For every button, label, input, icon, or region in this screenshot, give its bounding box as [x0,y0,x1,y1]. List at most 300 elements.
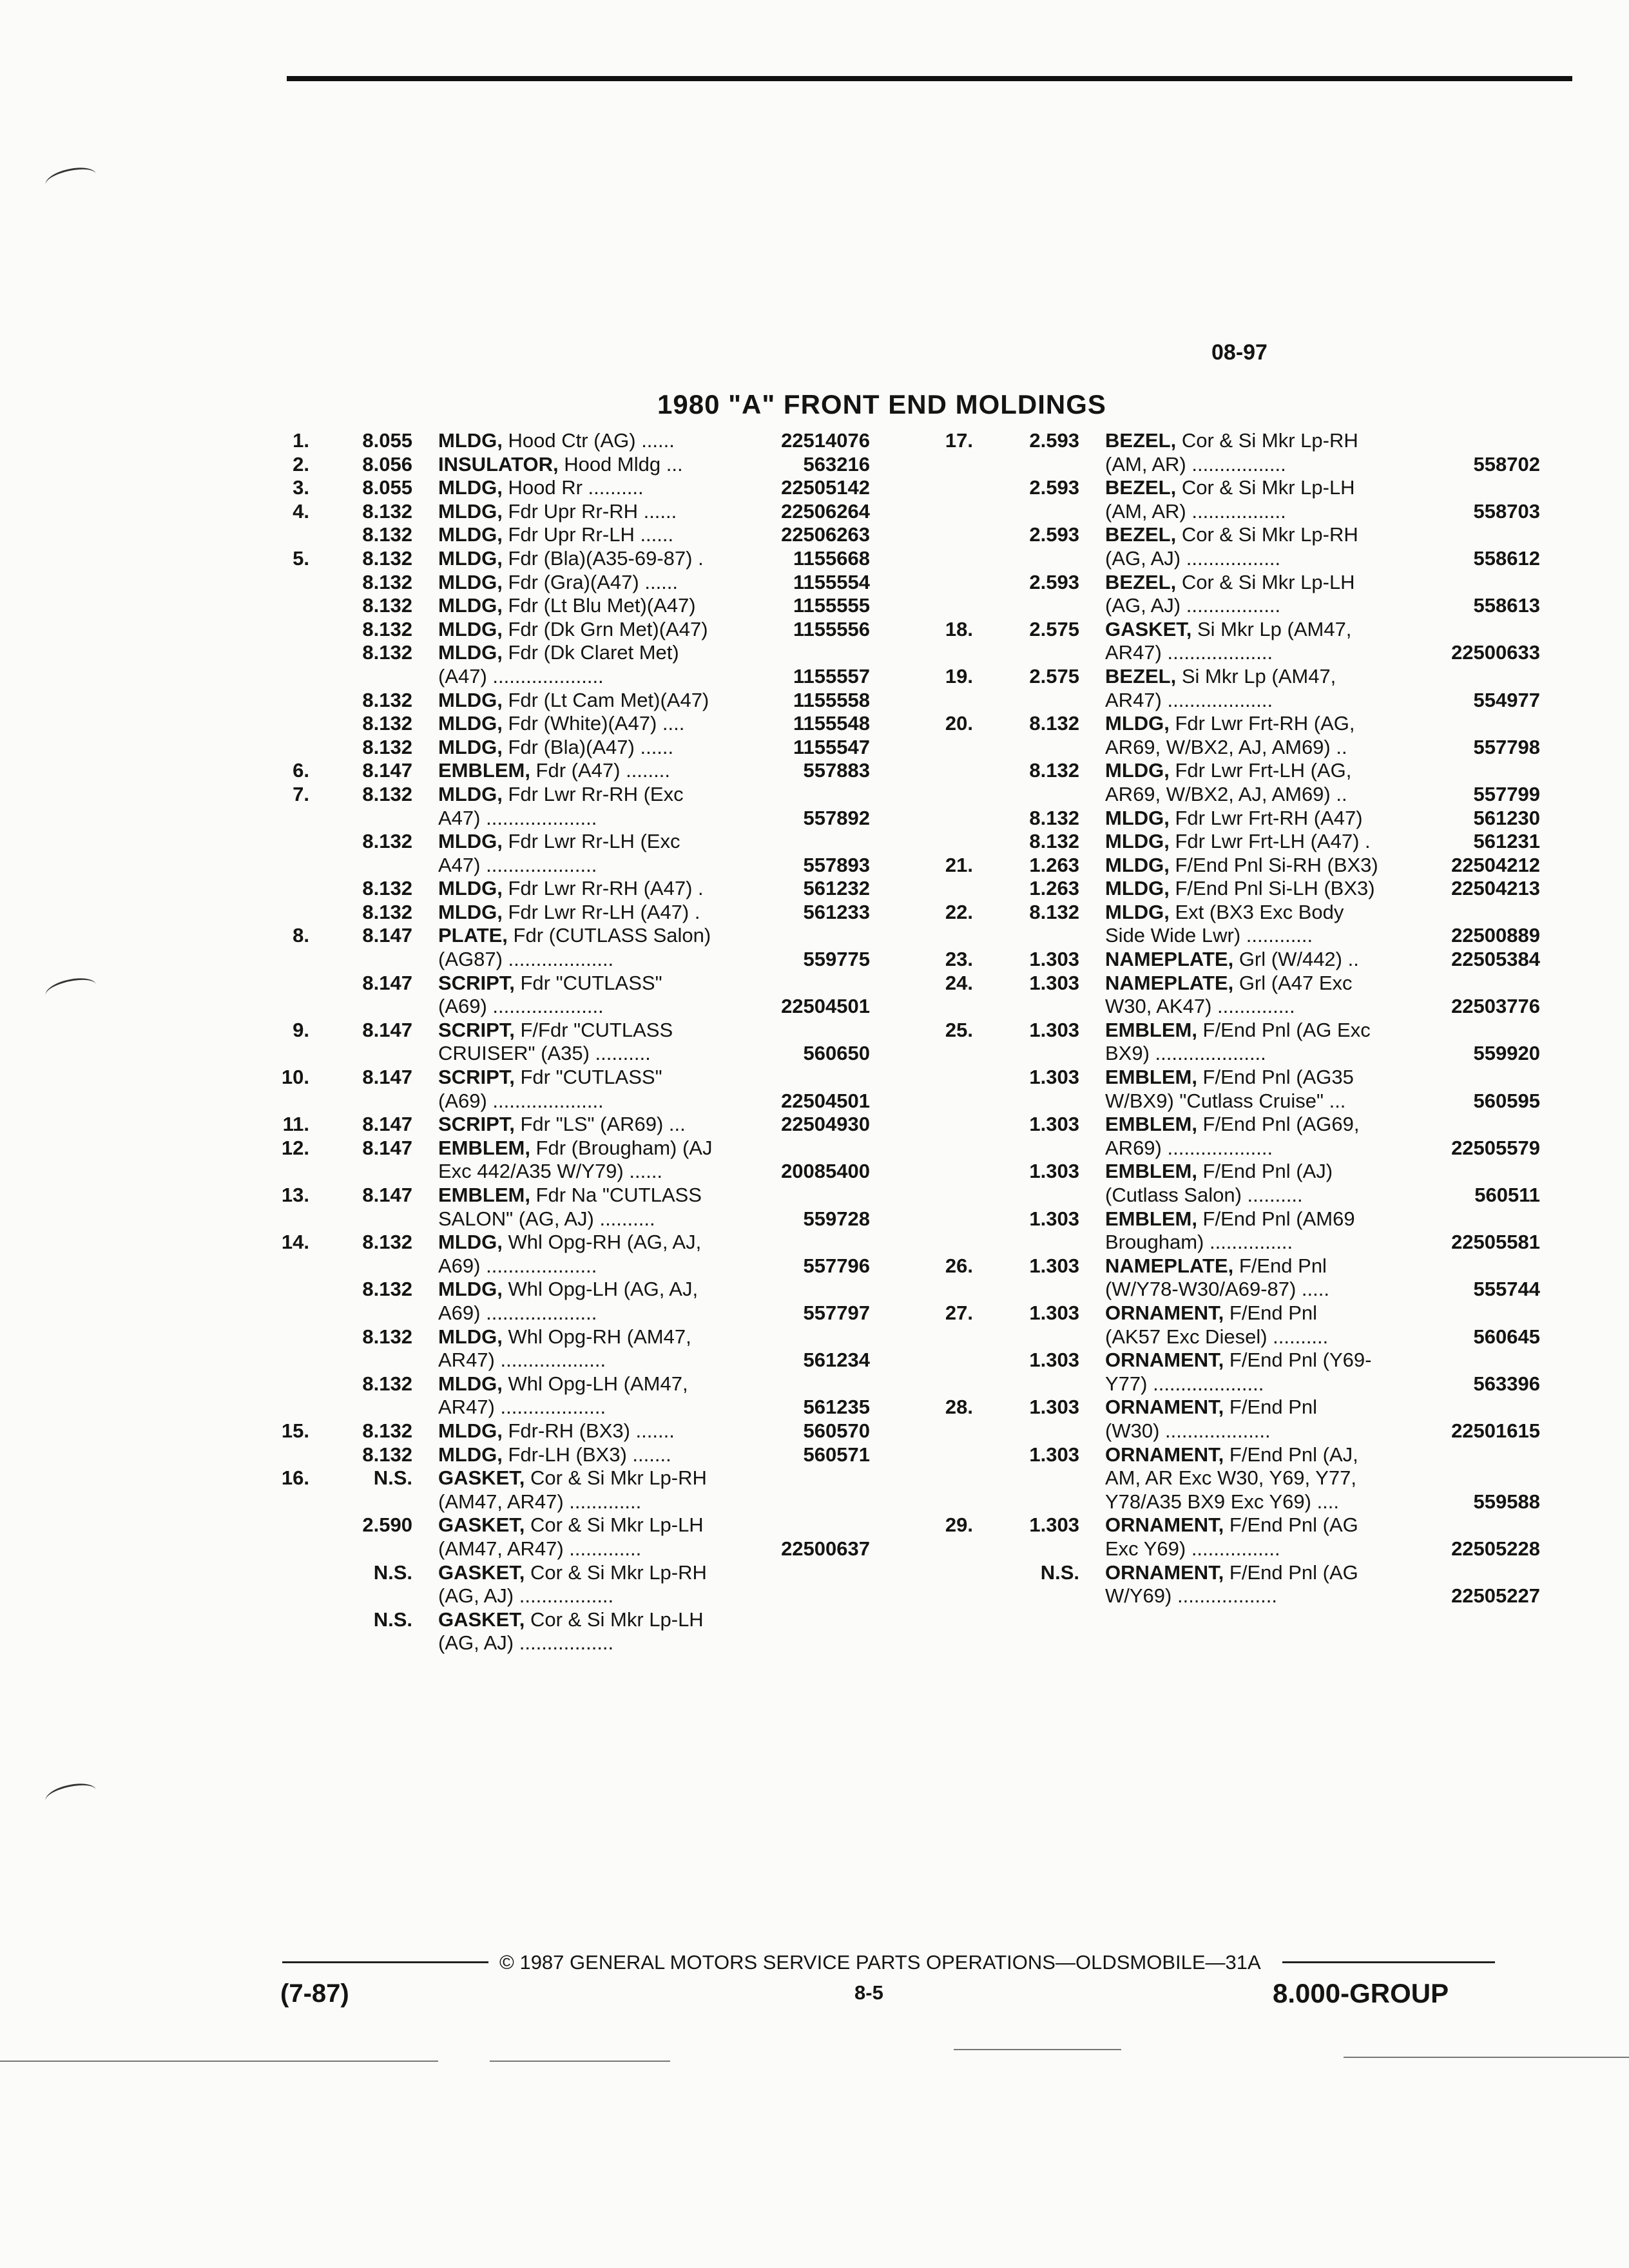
part-description [438,523,673,547]
part-description [438,759,670,783]
part-detail: Fdr "CUTLASS" [514,1066,662,1089]
item-number: 4. [293,499,309,523]
part-description [1105,547,1280,571]
part-description [1105,1160,1333,1184]
part-description [1105,1066,1354,1090]
part-name: MLDG, [438,877,503,900]
parts-row [264,665,870,689]
part-detail: AR47) ................... [1105,641,1273,664]
parts-row [264,736,870,760]
part-detail: Fdr Lwr Frt-RH (AG, [1169,712,1355,735]
part-name: MLDG, [438,735,503,758]
part-description [438,1466,707,1490]
footer-rule-right [1282,1961,1495,1963]
part-detail: F/End Pnl Si-LH (BX3) [1169,877,1375,900]
part-description [438,995,604,1019]
parts-row [921,547,1540,571]
part-description [438,1066,662,1090]
item-number: 27. [945,1301,973,1324]
part-description [1105,1490,1339,1514]
part-number: 1155548 [793,712,870,735]
item-number: 25. [945,1018,973,1041]
parts-row [264,618,870,642]
group-number: 8.132 [362,617,412,640]
part-description [438,1443,671,1467]
group-number: 1.303 [1029,948,1079,971]
page-number: 8-5 [854,1981,883,2004]
part-detail: F/End Pnl (AG Exc [1197,1018,1371,1041]
part-description [438,877,704,901]
group-number: 8.132 [362,594,412,617]
part-name: MLDG, [1105,712,1170,735]
parts-row [921,1349,1540,1372]
part-detail: (AG, AJ) ................. [438,1584,614,1608]
parts-row [921,523,1540,547]
part-detail: Y77) .................... [1105,1372,1264,1395]
parts-row [264,1254,870,1278]
group-number: N.S. [373,1466,412,1490]
part-number: 22504930 [781,1113,870,1136]
part-detail: (AG, AJ) ................. [1105,546,1281,570]
parts-row [921,618,1540,642]
part-name: MLDG, [438,782,503,805]
parts-row [264,854,870,878]
group-number: 8.056 [362,452,412,476]
part-detail: Fdr Lwr Frt-LH (A47) . [1169,830,1371,853]
part-description [1105,594,1280,618]
part-description [1105,924,1313,948]
parts-row [264,429,870,453]
part-detail: Fdr (CUTLASS Salon) [507,924,711,947]
parts-row [921,1160,1540,1184]
part-number: 558612 [1473,546,1540,570]
part-description [1105,1042,1266,1066]
part-detail: Cor & Si Mkr Lp-RH [1176,523,1358,546]
group-number: 2.593 [1029,476,1079,499]
group-number: 8.132 [362,1372,412,1395]
part-name: BEZEL, [1105,570,1177,593]
part-number: 561235 [803,1396,870,1419]
part-description [438,1207,655,1231]
part-number: 559728 [803,1207,870,1230]
item-number: 13. [281,1184,309,1206]
parts-row [264,995,870,1019]
group-number: 1.263 [1029,853,1079,876]
parts-row [264,1066,870,1090]
parts-row [264,453,870,477]
part-name: INSULATOR, [438,452,559,476]
parts-row [264,1231,870,1254]
item-number: 11. [282,1113,309,1136]
part-detail: Fdr-RH (BX3) ....... [502,1419,675,1442]
part-number: 557798 [1473,735,1540,758]
part-description [1105,1561,1358,1585]
part-description [438,1631,613,1655]
part-name: EMBLEM, [438,1136,530,1159]
part-detail: Cor & Si Mkr Lp-LH [525,1608,704,1631]
parts-row [921,759,1540,783]
part-name: MLDG, [438,1325,503,1348]
parts-row [921,1278,1540,1302]
part-detail: W/Y69) .................. [1105,1584,1277,1608]
part-description [1105,1537,1280,1561]
part-description [1105,877,1375,901]
parts-row [921,1419,1540,1443]
part-detail: Whl Opg-LH (AM47, [502,1372,688,1395]
part-number: 554977 [1473,688,1540,711]
item-number: 23. [945,948,973,971]
group-number: 8.147 [362,1184,412,1206]
part-description [438,1042,651,1066]
part-number: 22500633 [1451,641,1540,664]
part-detail: Brougham) ............... [1105,1231,1293,1254]
item-number: 16. [281,1466,309,1490]
parts-row [921,1184,1540,1207]
page-title: 1980 "A" FRONT END MOLDINGS [657,389,1106,419]
part-detail: A69) .................... [438,1301,597,1324]
part-name: MLDG, [1105,877,1170,900]
parts-row [921,1302,1540,1325]
part-detail: W30, AK47) .............. [1105,995,1295,1018]
part-number: 560511 [1474,1184,1540,1206]
parts-row [264,1113,870,1137]
part-detail: Fdr "CUTLASS" [514,971,662,994]
parts-row [264,1372,870,1396]
part-description [438,1090,604,1113]
part-name: MLDG, [438,523,503,546]
parts-row [921,1066,1540,1090]
part-description [1105,1090,1345,1113]
part-name: ORNAMENT, [1105,1561,1224,1584]
part-number: 22506263 [781,523,870,546]
part-name: MLDG, [1105,759,1170,782]
part-description [438,476,644,500]
part-detail: (AG, AJ) ................. [1105,594,1281,617]
part-detail: Whl Opg-RH (AM47, [502,1325,691,1348]
group-number: 2.593 [1029,570,1079,593]
margin-mark [43,974,98,1006]
parts-row [921,1443,1540,1467]
part-detail: (AG87) ................... [438,948,614,971]
part-detail: (Cutlass Salon) .......... [1105,1184,1303,1206]
part-description [1105,1254,1327,1278]
part-detail: Fdr "LS" (AR69) ... [514,1113,686,1136]
parts-row [921,689,1540,713]
part-description [438,1349,606,1372]
part-description [438,618,708,642]
part-name: MLDG, [438,594,503,617]
copyright-text: © 1987 GENERAL MOTORS SERVICE PARTS OPERATIONS—OLDSMOBILE—31A [499,1951,1261,1974]
part-detail: Fdr (Bla)(A35-69-87) . [502,546,704,570]
parts-row [264,1090,870,1113]
part-detail: AR69) ................... [1105,1136,1273,1159]
part-name: ORNAMENT, [1105,1349,1224,1372]
part-detail: Cor & Si Mkr Lp-LH [1176,476,1355,499]
parts-row [264,571,870,595]
parts-row [921,854,1540,878]
parts-row [264,948,870,972]
part-detail: Grl (W/442) .. [1233,948,1359,971]
group-number: 2.593 [1029,523,1079,546]
part-detail: AR47) ................... [438,1396,606,1419]
part-description [438,1396,606,1419]
part-number: 557883 [803,759,870,782]
group-number: 8.132 [362,1325,412,1348]
parts-row [264,500,870,524]
part-number: 22505227 [1451,1584,1540,1608]
part-number: 561234 [803,1349,870,1372]
part-description [438,1325,691,1349]
margin-mark [43,164,98,195]
part-name: GASKET, [438,1608,525,1631]
part-description [438,1514,704,1537]
parts-row [264,877,870,901]
part-detail: F/End Pnl (AG [1224,1561,1358,1584]
margin-mark [43,1780,98,1811]
part-description [438,830,680,854]
part-detail: Fdr (A47) ........ [530,759,670,782]
part-name: MLDG, [438,900,503,923]
part-number: 558613 [1473,594,1540,617]
part-name: MLDG, [1105,853,1170,876]
part-name: EMBLEM, [438,759,530,782]
parts-row [921,948,1540,972]
part-number: 22500889 [1451,924,1540,947]
group-number: 8.132 [362,1419,412,1442]
part-name: MLDG, [438,1443,503,1466]
part-name: BEZEL, [1105,476,1177,499]
part-detail: (AM47, AR47) ............. [438,1537,642,1560]
group-number: 2.590 [362,1514,412,1537]
group-number: 8.147 [362,759,412,782]
part-detail: Cor & Si Mkr Lp-LH [1176,570,1355,593]
part-name: BEZEL, [1105,523,1177,546]
parts-row [921,1042,1540,1066]
part-detail: Fdr (Dk Grn Met)(A47) [502,617,708,640]
parts-row [921,1090,1540,1113]
part-description [1105,807,1363,831]
part-description [438,665,604,689]
part-number: 557799 [1473,782,1540,805]
parts-row [264,901,870,925]
part-number: 22505228 [1451,1537,1540,1560]
part-description [438,1254,597,1278]
part-name: EMBLEM, [438,1184,530,1206]
part-number: 558702 [1473,452,1540,476]
part-detail: (A47) .................... [438,664,604,687]
parts-row [921,571,1540,595]
group-number: 8.132 [362,830,412,853]
part-number: 557893 [803,853,870,876]
part-description [438,1372,688,1396]
part-name: EMBLEM, [1105,1018,1197,1041]
part-number: 22506264 [781,499,870,523]
part-description [438,1278,698,1302]
part-description [1105,618,1351,642]
part-description [1105,736,1347,760]
part-description [1105,1184,1303,1207]
part-name: ORNAMENT, [1105,1301,1224,1324]
part-description [438,1419,675,1443]
part-number: 22505142 [781,476,870,499]
parts-row [264,1207,870,1231]
part-number: 558703 [1473,499,1540,523]
part-description [438,689,709,713]
item-number: 26. [945,1254,973,1277]
part-name: NAMEPLATE, [1105,948,1234,971]
parts-row [264,1584,870,1608]
part-detail: (AG, AJ) ................. [438,1631,614,1655]
parts-row [264,1396,870,1419]
group-number: 8.132 [362,1443,412,1466]
group-number: 8.132 [362,735,412,758]
part-name: PLATE, [438,924,508,947]
item-number: 19. [945,664,973,687]
part-detail: Y78/A35 BX9 Exc Y69) .... [1105,1490,1340,1513]
part-name: SCRIPT, [438,1018,515,1041]
parts-row [921,453,1540,477]
part-detail: (AM47, AR47) ............. [438,1490,642,1513]
part-number: 559920 [1473,1042,1540,1065]
part-description [438,1137,712,1160]
part-name: MLDG, [438,641,503,664]
part-name: MLDG, [1105,900,1170,923]
group-number: 1.263 [1029,877,1079,900]
part-detail: Fdr Lwr Rr-LH (A47) . [502,900,700,923]
part-description [1105,1349,1371,1372]
parts-row [921,665,1540,689]
right-parts-column [921,429,1540,1608]
part-detail: (AM, AR) ................. [1105,452,1286,476]
parts-row [264,972,870,995]
parts-row [264,783,870,807]
part-detail: BX9) .................... [1105,1042,1266,1065]
parts-row [264,1608,870,1632]
part-name: SCRIPT, [438,971,515,994]
parts-row [264,1325,870,1349]
part-description [438,783,684,807]
part-detail: Fdr Lwr Rr-RH (A47) . [502,877,704,900]
group-number: 8.132 [362,712,412,735]
part-description [1105,783,1347,807]
parts-row [921,901,1540,925]
parts-row [264,1019,870,1043]
part-name: SCRIPT, [438,1113,515,1136]
parts-row [921,1466,1540,1490]
part-description [1105,1019,1371,1043]
part-name: MLDG, [438,570,503,593]
part-number: 560645 [1473,1325,1540,1348]
parts-row [921,736,1540,760]
part-name: MLDG, [438,476,503,499]
part-description [1105,665,1336,689]
group-number: 2.575 [1029,617,1079,640]
parts-row [264,1419,870,1443]
part-detail: Hood Mldg ... [558,452,683,476]
part-description [1105,1466,1356,1490]
part-number: 561230 [1473,806,1540,829]
part-number: 1155556 [793,617,870,640]
parts-row [921,1584,1540,1608]
part-description [438,1019,673,1043]
group-number: 8.147 [362,971,412,994]
part-name: MLDG, [438,617,503,640]
part-detail: Fdr (Dk Claret Met) [502,641,679,664]
part-name: GASKET, [438,1514,525,1537]
part-number: 22501615 [1451,1419,1540,1442]
parts-row [921,594,1540,618]
part-name: NAMEPLATE, [1105,971,1234,994]
part-detail: (A69) .................... [438,995,604,1018]
part-description [438,1584,613,1608]
part-detail: Whl Opg-LH (AG, AJ, [502,1278,699,1301]
part-detail: Cor & Si Mkr Lp-RH [525,1561,707,1584]
parts-row [264,830,870,854]
footer-rule-left [282,1961,488,1963]
part-number: 557796 [803,1254,870,1277]
part-description [438,1113,686,1137]
part-name: MLDG, [438,1278,503,1301]
part-description [438,500,677,524]
group-number: 8.055 [362,476,412,499]
item-number: 6. [293,759,309,782]
part-detail: Hood Ctr (AG) ...... [502,429,675,452]
parts-row [264,1490,870,1514]
part-detail: Exc 442/A35 W/Y79) ...... [438,1160,663,1183]
parts-row [264,1349,870,1372]
part-detail: F/End Pnl (AG [1224,1514,1358,1537]
parts-row [264,807,870,831]
parts-row [921,641,1540,665]
part-description [1105,453,1286,477]
item-number: 1. [293,429,309,452]
part-detail: F/End Pnl (AG35 [1197,1066,1354,1089]
parts-row [921,1514,1540,1537]
group-number: 8.147 [362,1018,412,1041]
part-name: ORNAMENT, [1105,1443,1224,1466]
group-number: 8.132 [362,1231,412,1254]
part-description [1105,571,1355,595]
item-number: 17. [945,429,973,452]
parts-row [921,476,1540,500]
item-number: 9. [293,1018,309,1041]
part-description [438,948,613,972]
part-description [1105,1584,1277,1608]
part-description [438,429,675,453]
part-detail: (AM, AR) ................. [1105,499,1286,523]
group-number: 1.303 [1029,1396,1079,1419]
parts-row [264,689,870,713]
part-number: 563396 [1473,1372,1540,1395]
group-number: 8.132 [362,523,412,546]
part-description [438,924,711,948]
parts-row [264,1184,870,1207]
part-description [438,594,696,618]
group-number: 8.132 [362,499,412,523]
group-number: 8.132 [1029,830,1079,853]
part-detail: Fdr-LH (BX3) ....... [502,1443,671,1466]
group-number: 8.147 [362,924,412,947]
part-detail: Fdr Upr Rr-LH ...... [502,523,674,546]
part-detail: Si Mkr Lp (AM47, [1176,664,1336,687]
group-number: 1.303 [1029,1066,1079,1089]
group-number: 1.303 [1029,1301,1079,1324]
top-rule [287,76,1572,81]
part-number: 22505384 [1451,948,1540,971]
part-detail: W/BX9) "Cutlass Cruise" ... [1105,1089,1346,1112]
part-detail: Cor & Si Mkr Lp-RH [525,1466,707,1490]
part-description [1105,1137,1273,1160]
